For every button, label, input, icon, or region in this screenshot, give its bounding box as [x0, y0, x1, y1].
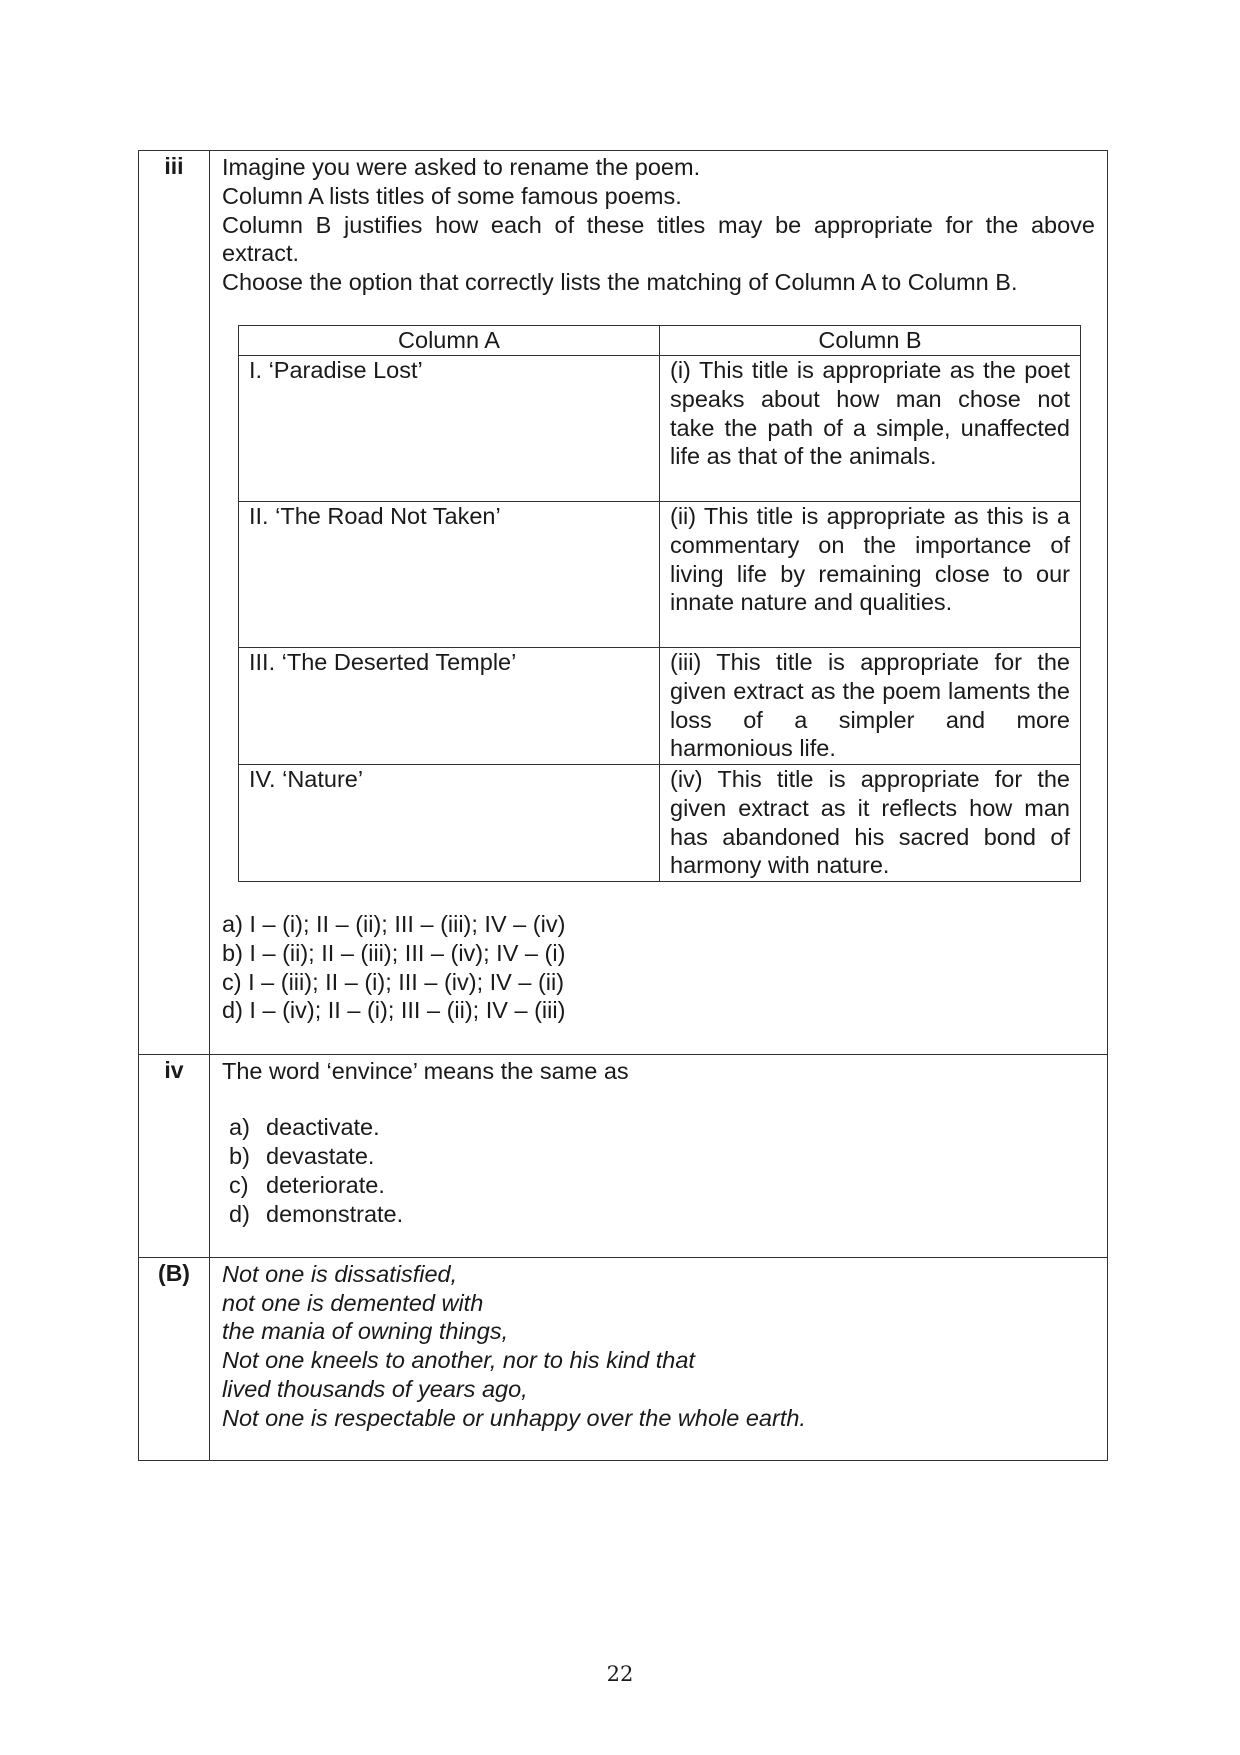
column-b-cell: (iii) This title is appropriate for the given extract as the poem laments the loss of a simpler and more harmonious life. — [660, 647, 1081, 764]
column-b-cell: (iv) This title is appropriate for the given extract as it reflects how man has abandoned his sacred bond of harmony with nature. — [660, 764, 1081, 881]
answer-option: a) I – (i); II – (ii); III – (iii); IV – (iv) — [222, 910, 566, 937]
option-label: d) — [229, 1200, 250, 1227]
column-a-cell: I. ‘Paradise Lost’ — [239, 355, 660, 501]
option-label: b) — [229, 1143, 250, 1170]
answer-option — [229, 1171, 1095, 1200]
question-iii-row — [139, 151, 1108, 1055]
matching-row — [239, 764, 1081, 881]
section-label: (B) — [139, 1257, 210, 1460]
intro-line: Choose the option that correctly lists the matching of Column A to Column B. — [222, 269, 1018, 296]
intro-line: Column B justifies how each of these titles may be appropriate for the above extract. — [222, 211, 1095, 267]
matching-row — [239, 355, 1081, 501]
column-a-cell: III. ‘The Deserted Temple’ — [239, 647, 660, 764]
poem-line: Not one kneels to another, nor to his kind that — [222, 1347, 695, 1374]
matching-row — [239, 501, 1081, 647]
answer-options — [229, 1113, 1095, 1228]
poem-line: not one is demented with — [222, 1289, 484, 1316]
matching-table — [238, 325, 1081, 882]
option-label: c) — [229, 1172, 249, 1199]
option-text: demonstrate. — [266, 1200, 404, 1227]
answer-options — [222, 910, 1095, 1025]
answer-option — [229, 1113, 1095, 1142]
column-b-header: Column B — [660, 325, 1081, 355]
answer-option: b) I – (ii); II – (iii); III – (iv); IV – (i) — [222, 939, 566, 966]
option-text: deteriorate. — [266, 1172, 385, 1199]
poem-line: the mania of owning things, — [222, 1318, 509, 1345]
column-a-header: Column A — [239, 325, 660, 355]
intro-line: Column A lists titles of some famous poems. — [222, 182, 682, 209]
column-a-cell: II. ‘The Road Not Taken’ — [239, 501, 660, 647]
answer-option: d) I – (iv); II – (i); III – (ii); IV – (iii) — [222, 997, 566, 1024]
question-stem: The word ‘envince’ means the same as — [222, 1057, 629, 1084]
question-number: iv — [139, 1054, 210, 1257]
matching-header-row — [239, 325, 1081, 355]
column-a-cell: IV. ‘Nature’ — [239, 764, 660, 881]
page-number: 22 — [606, 1662, 634, 1686]
question-table — [138, 150, 1108, 1461]
answer-option — [229, 1142, 1095, 1171]
question-number: iii — [139, 151, 210, 1055]
answer-option: c) I – (iii); II – (i); III – (iv); IV – (ii) — [222, 968, 565, 995]
column-b-cell: (i) This title is appropriate as the poet speaks about how man chose not take the path of a simple, unaffected life as that of the animals. — [660, 355, 1081, 501]
intro-line: Imagine you were asked to rename the poem. — [222, 154, 701, 180]
answer-option — [229, 1200, 1095, 1229]
option-text: deactivate. — [266, 1114, 380, 1141]
option-text: devastate. — [266, 1143, 375, 1170]
poem-extract — [210, 1257, 1108, 1460]
poem-line: lived thousands of years ago, — [222, 1376, 528, 1403]
section-b-row — [139, 1257, 1108, 1460]
matching-row — [239, 647, 1081, 764]
question-content — [210, 151, 1108, 1055]
question-content — [210, 1054, 1108, 1257]
poem-line: Not one is dissatisfied, — [222, 1260, 458, 1287]
question-iv-row — [139, 1054, 1108, 1257]
option-label: a) — [229, 1114, 250, 1141]
column-b-cell: (ii) This title is appropriate as this is a commentary on the importance of living life by remaining close to our innate nature and qualities. — [660, 501, 1081, 647]
poem-line: Not one is respectable or unhappy over the whole earth. — [222, 1404, 806, 1431]
